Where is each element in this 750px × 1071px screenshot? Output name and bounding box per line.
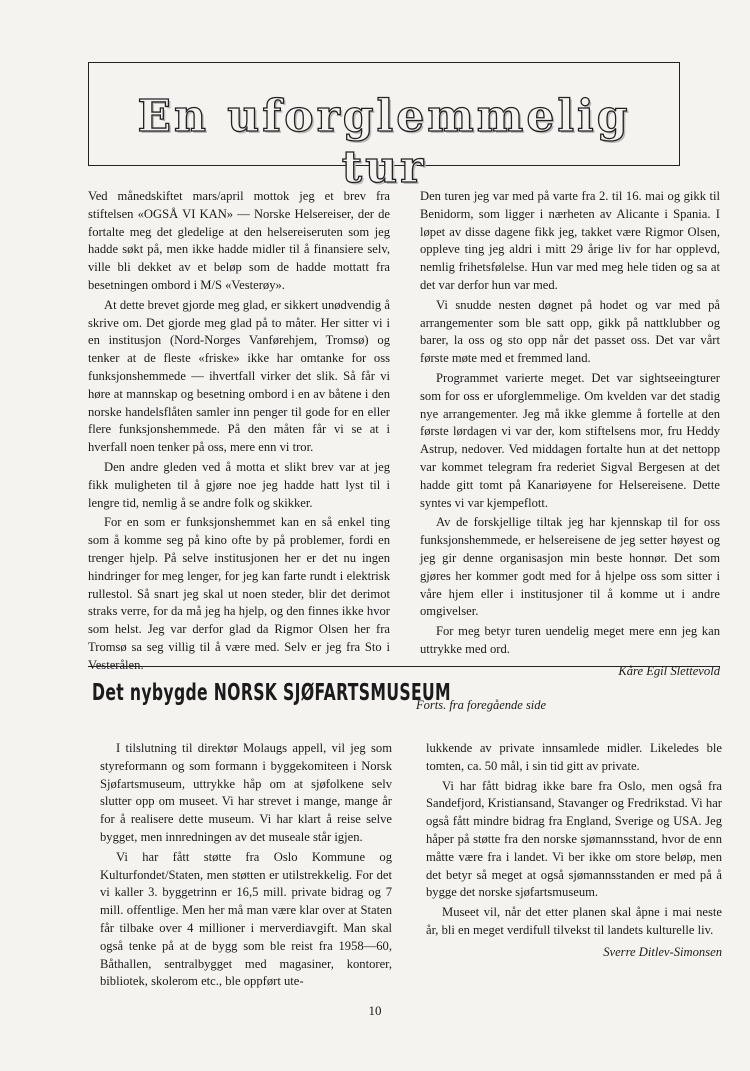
article2-column-2 [426, 740, 722, 962]
paragraph: For meg betyr turen uendelig meget mere enn jeg kan uttrykke med ord. [420, 624, 720, 656]
continuation-note: Forts. fra foregående side [416, 698, 547, 712]
paragraph: At dette brevet gjorde meg glad, er sikkert unødvendig å skrive om. Det gjorde meg glad på to måter. Her sitter vi i en institusjon (Nord-Norges Vanførehjem, Tromsø) og tenker at de fleste «friske» ikke har omtanke for oss funksjonshemmede — ihvertfall virker det slik. Så får vi høre at mannskap og besetning ombord i en av båtene i den norske handelsflåten samler inn penger til gode for en eller flere funksjonshemmede. På den måten får vi se at i hverfall noen tenker på oss, mere enn vi tror. [88, 297, 390, 455]
article-title: En uforglemmelig tur [137, 91, 631, 193]
section-divider [88, 666, 720, 667]
paragraph: Vi har fått bidrag ikke bare fra Oslo, men også fra Sandefjord, Kristiansand, Stavanger og Fredrikstad. Vi har også fått mindre bidrag fra England, Sverige og USA. Jeg håper på støtte fra den norske sjømannsstand, hvor de enn måtte være fra i landet. Vi ber ikke om store beløp, men det betyr så meget at også sjømannsstanden er med på å bygge det norske sjøfartsmuseum. [426, 778, 722, 900]
page-number: 10 [368, 1003, 382, 1018]
author-signature: Kåre Egil Slettevold [618, 663, 720, 678]
paragraph: lukkende av private innsamlede midler. Likeledes ble tomten, ca. 50 mål, i sin tid gitt av private. [426, 741, 722, 773]
paragraph: Programmet varierte meget. Det var sightseeingturer som for oss er uforglemmelige. Om kvelden var det stadig nye arrangementer. Jeg må ikke glemme å fortelle at den første lørdagen vi var der, kom stiftelsens mor, fru Heddy Astrup, nedover. Ved middagen fortalte hun at det nettopp var kommet telegram fra rederiet Sigval Bergesen at det hadde gitt tomt på Kanariøyene for Helsereisene. Dette syntes vi var kjempeflott. [420, 370, 720, 510]
article1-column-1 [88, 188, 390, 677]
article2-column-1 [100, 740, 392, 993]
author-signature: Sverre Ditlev-Simonsen [603, 944, 722, 959]
paragraph: Ved månedskiftet mars/april mottok jeg et brev fra stiftelsen «OGSÅ VI KAN» — Norske Helsereiser, der de fortalte meg det gledelige at den helsereiseruten som jeg hadde søkt på, men ikke hadde midler til å finansiere selv, ville bli dekket av et beløp som de hadde mottatt fra besetningen ombord i M/S «Vesterøy». [88, 189, 390, 292]
paragraph: Vi har fått støtte fra Oslo Kommune og Kulturfondet/Staten, men støtten er utilstrekkelig. For det vi kaller 3. byggetrinn er 16,5 mill. private bidrag og 7 mill. offentlige. Men her må man være klar over at Staten får tilbake over 4 millioner i merverdiavgift. Man skal også tenke på at de bygg som ble reist fra 1958—60, Båthallen, sentralbygget med magasiner, kontorer, bibliotek, skolerom etc., ble oppført ute- [100, 849, 392, 989]
paragraph: Av de forskjellige tiltak jeg har kjennskap til for oss funksjonshemmede, er helsereisene de jeg setter høyest og jeg gir denne organisasjon min beste honnør. Det som gjøres her kommer godt med for å hjelpe oss som sitter i våre hjem eller i institusjoner til å komme ut i andre omgivelser. [420, 515, 720, 619]
paragraph: Den turen jeg var med på varte fra 2. til 16. mai og gikk til Benidorm, som ligger i nærheten av Alicante i Spania. I løpet av disse dagene fikk jeg, takket være Rigmor Olsen, oppleve ting jeg aldri i mitt 29 årige liv for har opplevd, nemlig frihetsfølelse. Hun var med meg hele tiden og sa at det var derfor hun var med. [420, 189, 720, 292]
title-box [88, 62, 680, 193]
article2-headline: Det nybygde NORSK SJØFARTSMUSEUM [92, 680, 451, 706]
paragraph: For en som er funksjonshemmet kan en så enkel ting som å komme seg på kino ofte by på problemer, fordi en trenger hjelp. På selve institusjonen her er det nu ingen hindringer for meg lenger, for jeg kan farte rundt i elektrisk rullestol. Så snart jeg skal ut noen steder, blir det derimot straks verre, for da må jeg ha hjelp, og den finnes ikke hvor som helst. Jeg var derfor glad da Rigmor Olsen her fra Tromsø sa seg villig til å være med. Selv er jeg fra Sto i Vesterålen. [88, 515, 390, 672]
paragraph: Museet vil, når det etter planen skal åpne i mai neste år, bli en meget verdifull tilvekst til landets kulturelle liv. [426, 905, 722, 937]
paragraph: I tilslutning til direktør Molaugs appell, vil jeg som styreformann og som formann i byggekomiteen i Norsk Sjøfartsmuseum, uttrykke håp om at sjøfolkene selv slutter opp om museet. Vi har strevet i mange, mange år for å realisere dette museum. Vi har klart å reise selve bygget, men innredningen av det museale står igjen. [100, 741, 392, 844]
paragraph: Den andre gleden ved å motta et slikt brev var at jeg fikk muligheten til å gjøre noe jeg hadde hatt lyst til i lengre tid, nemlig å se andre folk og skikker. [88, 459, 390, 510]
paragraph: Vi snudde nesten døgnet på hodet og var med på arrangementer som ble satt opp, gikk på nattklubber og barer, la oss og sto opp når det passet oss. Det var vårt første møte med et fremmed land. [420, 297, 720, 366]
article1-column-2 [420, 188, 720, 681]
